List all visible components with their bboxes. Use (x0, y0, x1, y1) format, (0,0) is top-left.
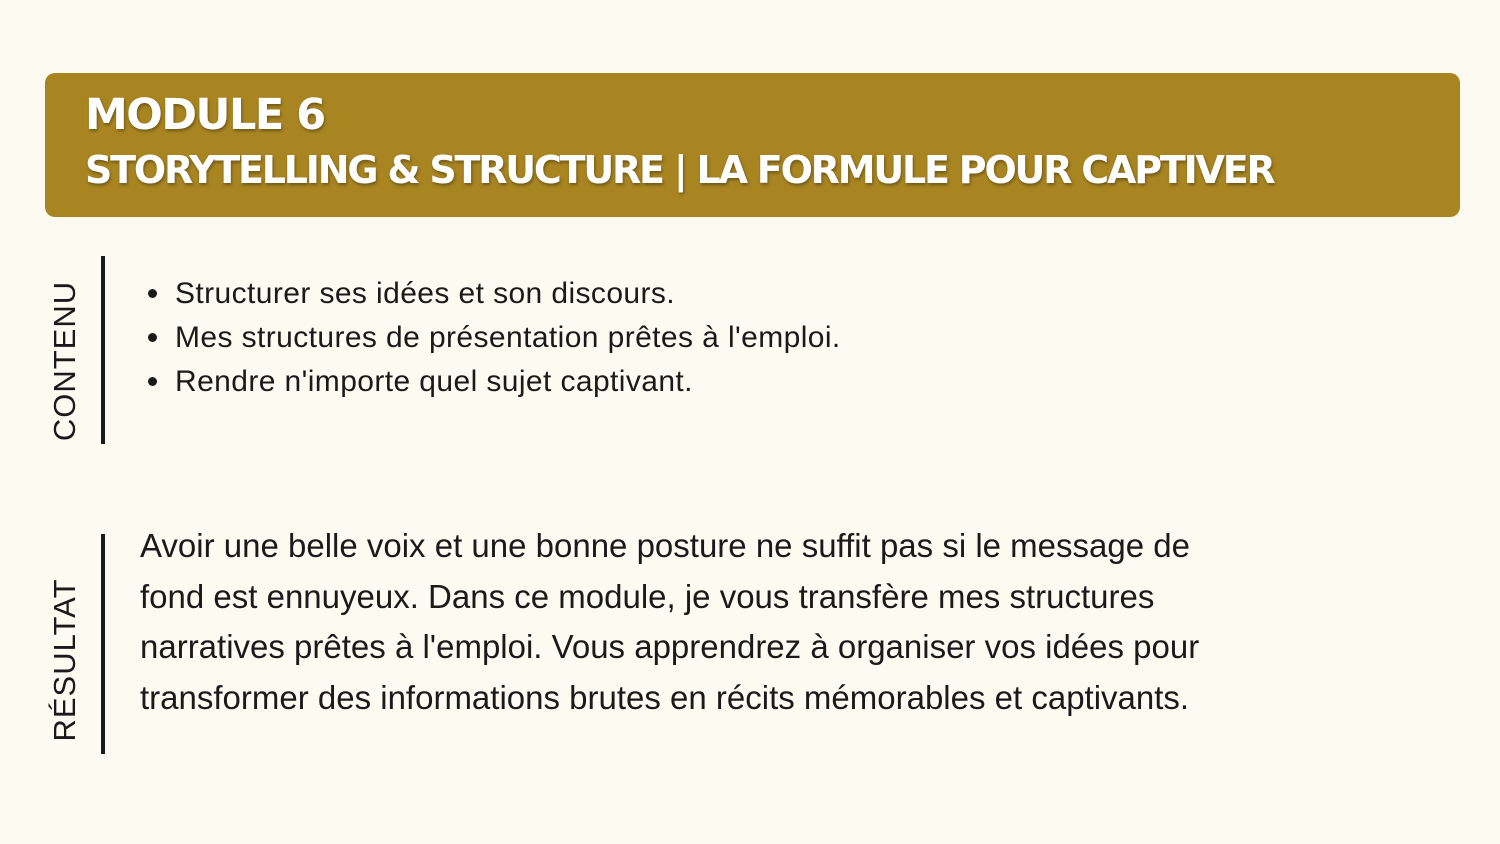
list-item (145, 272, 841, 316)
bullet-icon (148, 333, 157, 342)
module-subtitle: STORYTELLING & STRUCTURE | LA FORMULE POUR CAPTIVER (85, 148, 1274, 192)
bullet-icon (148, 289, 157, 298)
list-item-text: Structurer ses idées et son discours. (175, 277, 676, 310)
bullet-icon (148, 377, 157, 386)
list-item (145, 360, 841, 404)
list-item (145, 316, 841, 360)
resultat-paragraph: Avoir une belle voix et une bonne posture ne suffit pas si le message de fond est ennuyeux. Dans ce module, je vous transfère mes structures narratives prêtes à l'emploi. Vous apprendrez à organiser vos idées pour transformer des informations brutes en récits mémorables et captivants. (140, 527, 1200, 716)
module-title: MODULE 6 (85, 90, 325, 140)
contenu-list (145, 272, 841, 404)
contenu-divider (101, 256, 105, 444)
contenu-label: CONTENU (47, 280, 82, 442)
list-item-text: Rendre n'importe quel sujet captivant. (175, 365, 693, 398)
list-item-text: Mes structures de présentation prêtes à l'emploi. (175, 321, 841, 354)
resultat-label: RÉSULTAT (47, 578, 82, 742)
module-header (45, 73, 1460, 217)
resultat-divider (101, 534, 105, 754)
